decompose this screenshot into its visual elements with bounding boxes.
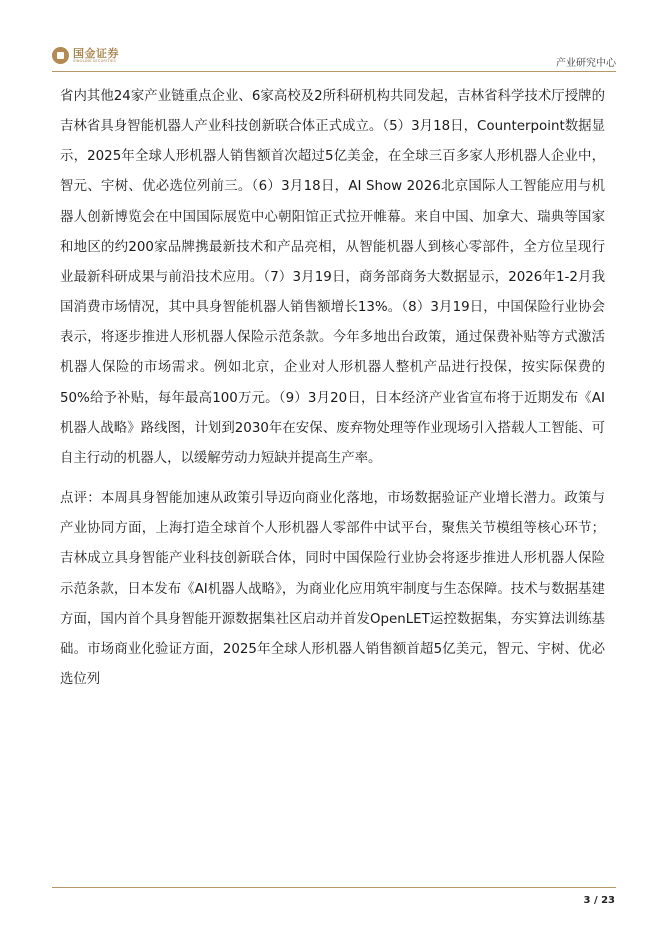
page-header — [0, 0, 662, 70]
logo-english-name: SINOLINK SECURITIES — [73, 58, 116, 63]
commentary-paragraph: 点评：本周具身智能加速从政策引导迈向商业化落地，市场数据验证产业增长潜力。政策与产业协同方面，上海打造全球首个人形机器人零部件中试平台，聚焦关节模组等核心环节；吉林成立具身智能产业科技创新联合体，同时中国保险行业协会将逐步推进人形机器人保险示范条款，日本发布《AI机器人战略》，为商业化应用筑牢制度与生态保障。技术与数据基建方面，国内首个具身智能开源数据集社区启动并首发OpenLET运控数据集，夯实算法训练基础。市场商业化验证方面，2025年全球人形机器人销售额首超5亿美元，智元、宇树、优必选位列 — [60, 491, 605, 687]
sinolink-logo — [52, 47, 119, 64]
header-divider — [52, 71, 616, 72]
logo-mark-icon — [52, 47, 69, 64]
page-number: 3 / 23 — [583, 895, 615, 906]
logo-chinese-name: 国金证券 — [73, 46, 119, 60]
footer-divider — [52, 887, 616, 888]
report-body — [60, 82, 605, 695]
department-label: 产业研究中心 — [556, 58, 616, 69]
news-paragraph: 省内其他24家产业链重点企业、6家高校及2所科研机构共同发起，吉林省科学技术厅授牌的吉林省具身智能机器人产业科技创新联合体正式成立。（5）3月18日，Counterpoint数据显示，2025年全球人形机器人销售额首次超过5亿美金，在全球三百多家人形机器人企业中，智元、宇树、优必选位列前三。（6）3月18日，AI Show 2026北京国际人工智能应用与机器人创新博览会在中国国际展览中心朝阳馆正式拉开帷幕。来自中国、加拿大、瑞典等国家和地区的约200家品牌携最新技术和产品亮相，从智能机器人到核心零部件，全方位呈现行业最新科研成果与前沿技术应用。（7）3月19日，商务部商务大数据显示，2026年1-2月我国消费市场情况，其中具身智能机器人销售额增长13%。（8）3月19日，中国保险行业协会表示，将逐步推进人形机器人保险示范条款。今年多地出台政策，通过保费补贴等方式激活机器人保险的市场需求。例如北京，企业对人形机器人整机产品进行投保，按实际保费的50%给予补贴，每年最高100万元。（9）3月20日，日本经济产业省宣布将于近期发布《AI机器人战略》路线图，计划到2030年在安保、废弃物处理等作业现场引入搭载人工智能、可自主行动的机器人，以缓解劳动力短缺并提高生产率。 — [60, 89, 605, 466]
